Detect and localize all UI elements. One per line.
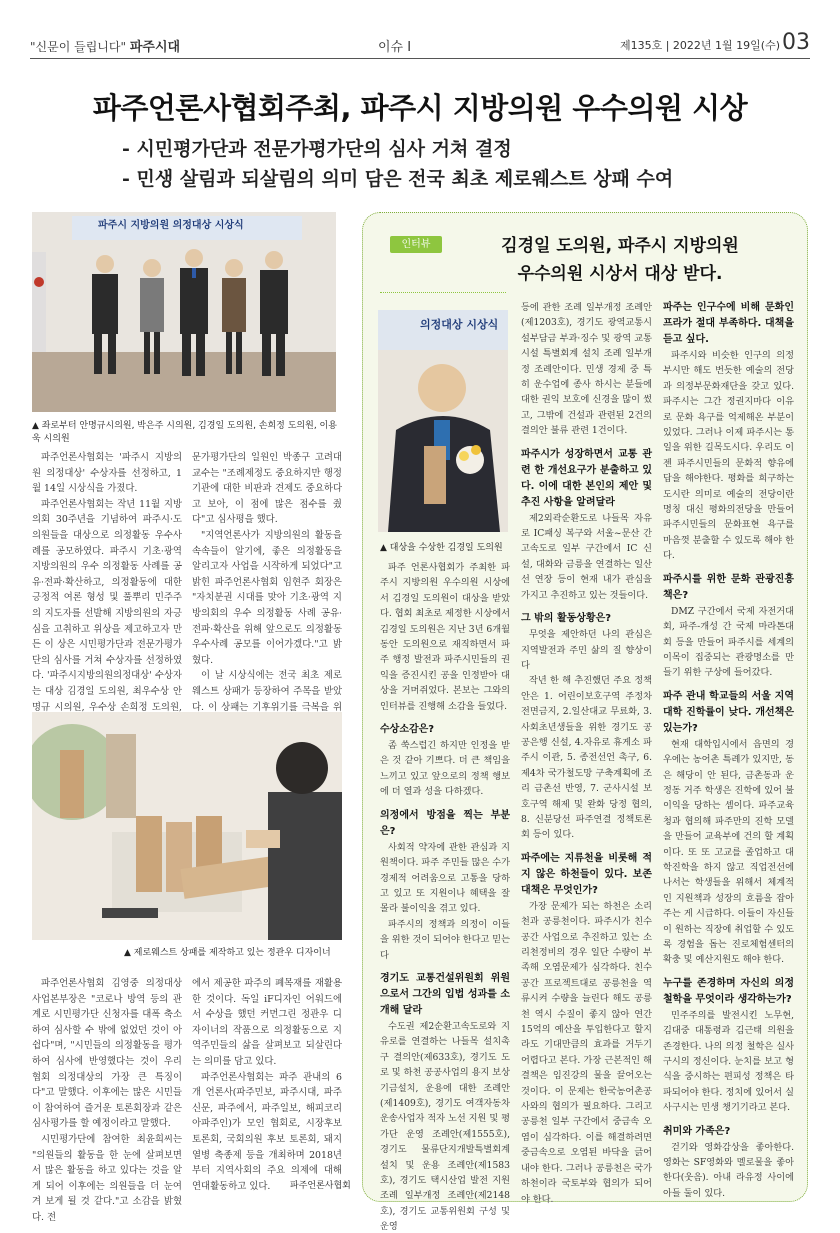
interview-answer: 제2외곽순환도로 나들목 자유로 IC패싱 복구와 서울~문산 간 고속도로 일부 구간에서 IC 신설, 대화와 금릉을 연결하는 일산선 연장 등이 현재 내가 관심을 가지고 추진하고 있는 것들이다. <box>521 512 652 601</box>
interview-answer: 걷기와 영화감상을 좋아한다. 영화는 SF영화와 멜로물을 좋아한다(웃음). 아내 라유정 사이에 아들 둘이 있다. <box>663 1141 794 1199</box>
interview-answer: 좀 쑥스럽긴 하지만 인정을 받은 것 같아 기쁘다. 더 큰 책임을 느끼고 있고 앞으로의 정책 행보에 더 열과 성을 다하겠다. <box>380 740 510 798</box>
photo1-banner: 파주시 지방의원 의정대상 시상식 <box>98 220 244 231</box>
ceremony-photo-art <box>32 212 336 412</box>
interview-title-line-1: 김경일 도의원, 파주시 지방의원 <box>501 236 739 256</box>
interview-title <box>470 232 770 288</box>
interview-answer: 현재 대학입시에서 읍면의 경우에는 농어촌 특례가 있지만, 동은 해당이 안 된다, 금촌동과 운정동 거주 학생은 진학에 있어 불이익을 당하는 셈이다. 파주교육청과 협의해 파주만의 진학 모델을 만들어 교육부에 건의 할 계획이다. 또 또 고교를 졸업하고 대학진학을 하지 않고 직업전선에 나서는 학생들을 위해서 체계적인 지원책과 성장의 흐름을 잡아주는 게 시급하다. 이들이 자신들이 원하는 직장에 취업할 수 있도록 경험을 돕는 진로체험센터의 확충 및 예산지원도 해야 한다. <box>663 738 794 966</box>
interview-answer: 가장 문제가 되는 하천은 소리천과 공릉천이다. 파주시가 친수공간 사업으로 추진하고 있는 소리천정비의 경우 일단 수량이 부족해 오염문제가 심각하다. 친수공간 프로젝트대로 공릉천을 역류시켜 수량을 늘린다 해도 공릉천 역시 수질이 좋지 않아 연간 15억의 예산을 투입한다고 할지라도 기대만큼의 효과를 거두기 어렵다고 본다. 가장 근본적인 해결책은 임진강의 물을 끌어오는 것이다. 이 문제는 한국농어촌공사와의 협의가 필요하다. 그리고 공릉천 일부 구간에서 중금속 오염이 심각하다. 이를 해결하려면 중금속으로 오염된 바닥을 긁어내야 한다. 그러나 공릉천은 국가하천이라 국토부와 협의가 되어야 한다. <box>521 900 652 1205</box>
body-column-4 <box>192 976 342 1194</box>
paragraph: 파주언론사협회는 작년 11월 지방의회 30주년을 기념하여 파주시·도의원들을 대상으로 의정활동 우수사례를 공모하였다. 파주시 기초·광역 지방의원의 우수 의정활동 사례를 공유·전파·확산하고, 의정활동에 대한 긍정적 여론 형성 및 풀뿌리 민주주의 지도자를 선발해 지방의원의 자긍심을 고취하고 위상을 제고하고자 만든 이 상은 시민평가단과 전문가평가단의 심사를 거쳐 수상자를 선정하였다. '파주시지방의원의정대상' 수상자는 대상 김경일 도의원, 최우수상 안명규 시의원, 우수상 손희정 도의원, <box>32 498 182 713</box>
interview-question: 파주에는 지류천을 비롯해 적지 않은 하천들이 있다. 보존대책은 무엇인가? <box>521 852 652 896</box>
photo2-caption: ▲ 제로웨스트 상패를 제작하고 있는 정관우 디자이너 <box>124 948 331 958</box>
interview-badge: 인터뷰 <box>390 236 442 253</box>
paragraph: 파주언론사협회 김영중 의정대상사업본부장은 "코로나 방역 등의 관계로 시민평가단 신청자를 대폭 축소하여 심사할 수 밖에 없었던 것이 아쉽다"며, "시민들의 의정활동을 평가하여 심사에 반영했다는 것이 우리 협회 의정대상의 가장 큰 특징이다"고 말했다. 이후에는 많은 시민들이 참여하여 즐거운 토론회장과 같은 심사평가를 할 예정이라고 말했다. <box>32 978 182 1130</box>
subtitle-1: - 시민평가단과 전문가평가단의 심사 거쳐 결정 <box>122 138 512 160</box>
interview-question: 파주시를 위한 문화 관광진흥책은? <box>663 573 794 601</box>
article-title: 파주언론사협회주최, 파주시 지방의원 우수의원 시상 <box>92 91 748 125</box>
paragraph: 시민평가단에 참여한 최윤희씨는 "의원들의 활동을 한 눈에 살펴보면서 많은 활동을 하고 있다는 것을 알게 되어 이후에는 의원들을 더 눈여겨 보게 될 것 같다."고 소감을 밝혔다. 전 <box>32 1133 182 1223</box>
interview-answer: 파주 언론사협회가 주최한 파주시 지방의원 우수의원 시상에서 김경일 도의원이 대상을 받았다. 협회 최초로 제정한 시상에서 김경일 도의원은 지난 3년 6개월 동안 도의원으로 재직하면서 파주 행정 발전과 파주시민들의 권익을 증진시킨 공을 인정받아 대상을 거머쥐었다. 본보는 그와의 인터뷰를 진행해 소감을 들었다. <box>380 562 510 712</box>
interview-question: 취미와 가족은? <box>663 1125 731 1137</box>
interview-answer: 작년 한 해 추진했던 주요 정책안은 1. 어린이보호구역 주정차전면금지, 2.일산대교 무료화, 3. 사회초년생들을 위한 경기도 공공은행 신설, 4.자유로 휴게소 파주시 이관, 5. 종전선언 촉구, 6. 제4차 국가철도망 구축계획에 조리 금촌선 반영, 7. 군사시설 보호구역 해제 및 완화 당정 협의, 8. 신분당선 파주연결 정책토론회 등이 있다. <box>521 675 652 841</box>
page-number: 03 <box>782 30 810 55</box>
plaque-photo-art <box>32 712 342 940</box>
interview-answer: 민주주의를 발전시킨 노무현, 김대중 대통령과 김근태 의원을 존경한다. 나의 의정 철학은 실사구시의 정신이다. 눈치를 보고 형식을 중시하는 편피성 정책은 타파되어야 한다. 정치에 있어서 실사구시는 민생 챙기기라고 본다. <box>663 1009 794 1114</box>
interview-answer: DMZ 구간에서 국제 자전거대회, 파주-개성 간 국제 마라톤대회 등을 만들어 파주시를 세계의 이목이 집중되는 관광명소를 만들기 위한 구상에 들어갔다. <box>663 605 794 679</box>
brand-name: 파주시대 <box>129 40 181 55</box>
subtitle-2: - 민생 살림과 되살림의 의미 담은 전국 최초 제로웨스트 상패 수여 <box>122 168 674 190</box>
interview-question: 의정에서 방점을 찍는 부분은? <box>380 809 510 837</box>
interview-photo <box>378 310 508 532</box>
interview-column-1 <box>380 560 510 1233</box>
paragraph: 에서 제공한 파주의 폐목재를 재활용한 것이다. 독일 iF디자인 어워드에서 수상을 했던 커먼그린 정관우 디자이너의 작품으로 의정활동으로 지역주민들의 삶을 살펴보고 되살린다는 의미를 담고 있다. <box>192 978 342 1067</box>
interview-column-3 <box>663 300 794 1201</box>
interview-answer: 파주시와 비슷한 인구의 의정부시만 해도 번듯한 예술의 전당과 의정부문화재단을 갖고 있다. 파주시는 그간 정권지마다 이유로 문화 욕구를 억제해온 부분이 있었다. 그러나 이제 파주시는 통일을 위한 길목도시다. 우리도 이젠 파주시민들의 문화적 향유에 답을 해야한다. 평화를 희구하는 도시란 의미로 예술의 전당이란 명칭 대신 평화의전당을 만들어 파주시민들의 문화표현 욕구를 마음껏 분출할 수 있도록 해야 한다. <box>663 350 794 562</box>
interview-question: 누구를 존경하며 자신의 의정 철학을 무엇이라 생각하는가? <box>663 977 794 1005</box>
body-column-3 <box>32 976 182 1226</box>
interview-question: 파주는 인구수에 비해 문화인프라가 절대 부족하다. 대책을 듣고 싶다. <box>663 302 794 345</box>
interview-question: 그 밖의 활동상황은? <box>521 613 612 625</box>
issue-date: 제135호 | 2022년 1월 19일(수) <box>619 39 780 52</box>
article-signature: 파주언론사협회 <box>290 1181 351 1191</box>
interview-photo-art <box>378 310 508 532</box>
plaque-photo <box>32 712 342 940</box>
interview-answer: 파주시의 정책과 의정이 이들을 위한 것이 되어야 한다고 믿는다 <box>380 918 510 961</box>
paragraph: 문가평가단의 일원인 박종구 고려대 교수는 "조례제정도 중요하지만 행정기관에 대한 비판과 견제도 중요하다고 보아, 이 점에 많은 점수를 줬다"고 심사평을 했다. <box>192 452 342 526</box>
interview-answer: 등에 관한 조례 일부개정 조례안(제1203호), 경기도 광역교통시설부담금 부과·징수 및 광역 교통시설 특별회계 설치 조례 일부개정 조례안이다. 민생 경제 중 특히 운수업에 종사 하시는 분들에 대한 권익 보호에 신경을 많이 썼고, 그밖에 건설과 관련된 2건의 결의안 불류 관련 1건이다. <box>521 302 652 437</box>
masthead-logo <box>30 36 180 55</box>
interview-question: 파주 관내 학교들의 서울 지역대학 진학률이 낮다. 개선책은 있는가? <box>663 690 794 734</box>
paragraph: "지역언론사가 지방의원의 활동을 속속들이 알기에, 좋은 의정활동을 알리고자 사업을 시작하게 되었다"고 밝힌 파주언론사협회 임현주 회장은 "자치분권 시대를 맞아 기초·광역 지방의회의 우수 의정활동 사례 공유·전파·확산을 위해 앞으로도 의정활동 우수사례 공모를 이어가겠다."고 밝혔다. <box>192 529 342 666</box>
interview-answer: 수도권 제2순환고속도로와 지유로를 연결하는 나들목 설치촉구 결의안(제633호), 경기도 도로 및 하천 공공사업의 용지 보상기금설치, 운용에 대한 조례안(제1409호), 경기도 여객자동차 운송사업자 적자 노선 지원 및 평가단 운영 조례안(제1555호), 경기도 물류단지개발특별회계 설치 및 운용 조례안(제1583호), 경기도 택시산업 발전 지원 조례 일부개정 조례안(제2148호), 경기도 교통위원회 구성 및 운영 <box>380 1020 510 1233</box>
slogan: "신문이 들립니다" <box>30 40 126 54</box>
interview-question: 경기도 교통건설위원회 위원으로서 그간의 입법 성과를 소개해 달라 <box>380 972 510 1016</box>
paragraph: 파주언론사협회는 '파주시 지방의원 의정대상' 수상자를 선정하고, 1월 14일 시상식을 가졌다. <box>32 452 182 495</box>
paragraph: 이 날 시상식에는 전국 최초 제로웨스트 상패가 등장하여 주목을 받았다. 이 상패는 기후위기를 극복을 위 <box>192 670 342 713</box>
interview-title-line-2: 우수의원 시상서 대상 받다. <box>517 264 723 284</box>
paragraph: 파주언론사협회는 파주 관내의 6개 언론사(파주민보, 파주시대, 파주신문, 파주에서, 파주일보, 해피코리아파주인)가 모인 협회로, 시장후보 토론회, 국회의원 후보 토론회, 돼지열병 축종제 등을 개최하며 2018년부터 지역사회의 주요 의제에 대해 연대활동하고 있다. <box>192 1071 342 1192</box>
interview-question: 수상소감은? <box>380 724 435 736</box>
header-rule <box>30 58 810 59</box>
section-label: 이슈 Ⅰ <box>378 40 412 55</box>
interview-photo-banner: 의정대상 시상식 <box>420 318 499 331</box>
divider <box>380 292 506 293</box>
interview-column-2 <box>521 300 652 1207</box>
body-column-1 <box>32 450 182 731</box>
interview-answer: 무엇을 제안하던 나의 관심은 지역발전과 주민 삶의 질 향상이다 <box>521 629 652 671</box>
ceremony-photo <box>32 212 336 412</box>
interview-question: 파주시가 성장하면서 교통 관련 한 개선요구가 분출하고 있다. 이에 대한 본인의 제안 및 추진 사항을 알려달라 <box>521 448 652 508</box>
interview-answer: 사회적 약자에 관한 관심과 지원책이다. 파주 주민들 많은 수가 경제적 어려움으로 고통을 당하고 있고 또 지원이나 혜택을 잘 몰라 불이익을 겪고 있다. <box>380 841 510 915</box>
interview-photo-caption: ▲ 대상을 수상한 김경일 도의원 <box>380 543 503 553</box>
photo1-caption: ▲ 좌로부터 안명규시의원, 박은주 시의원, 김경일 도의원, 손희정 도의원, 이용욱 시의원 <box>32 421 337 444</box>
